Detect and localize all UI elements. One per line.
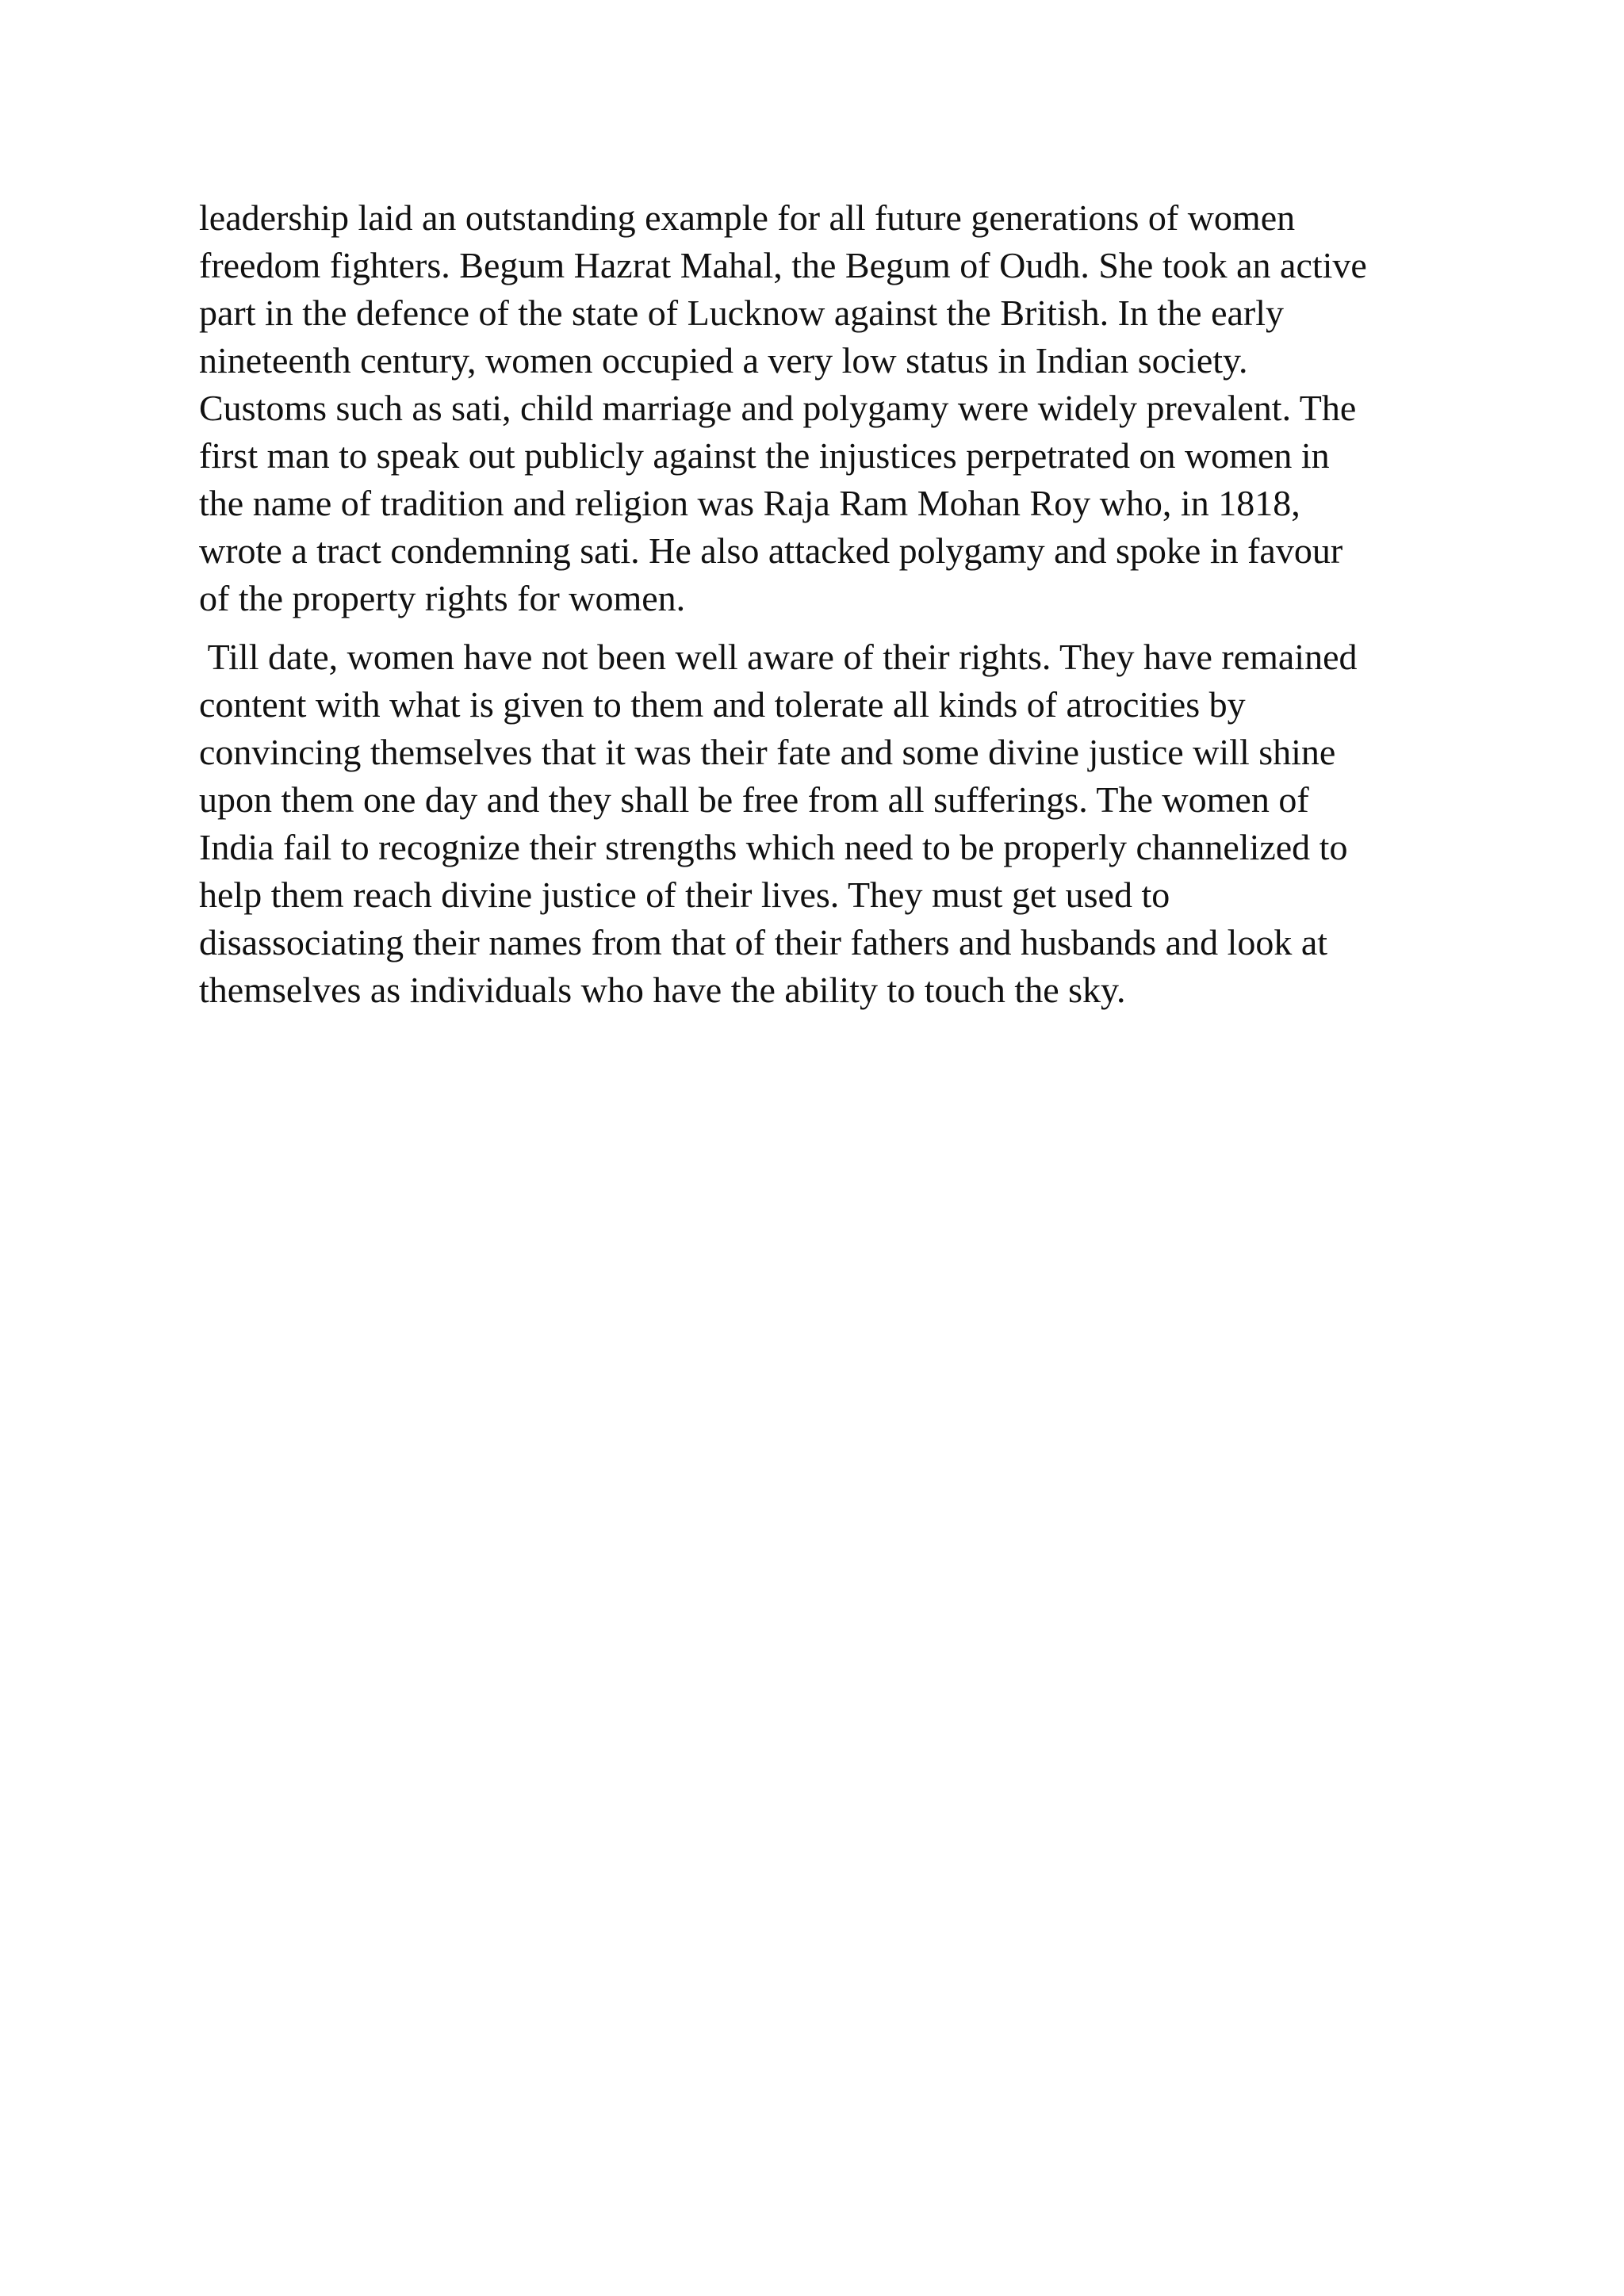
paragraph-line: disassociating their names from that of their fathers and husbands and look at <box>199 922 1328 962</box>
paragraph-line: part in the defence of the state of Lucknow against the British. In the early <box>199 293 1285 333</box>
paragraph-line: Customs such as sati, child marriage and polygamy were widely prevalent. The <box>199 388 1357 428</box>
paragraph-line: themselves as individuals who have the ability to touch the sky. <box>199 970 1126 1010</box>
paragraph-line: convincing themselves that it was their fate and some divine justice will shine <box>199 732 1336 772</box>
paragraph-line: wrote a tract condemning sati. He also attacked polygamy and spoke in favour <box>199 530 1343 571</box>
paragraph-line: leadership laid an outstanding example for all future generations of women <box>199 197 1296 238</box>
paragraph-line: the name of tradition and religion was Raja Ram Mohan Roy who, in 1818, <box>199 483 1300 523</box>
paragraph-line: content with what is given to them and tolerate all kinds of atrocities by <box>199 684 1246 725</box>
body-text <box>199 194 1436 1025</box>
paragraph-line: freedom fighters. Begum Hazrat Mahal, the Begum of Oudh. She took an active <box>199 245 1367 285</box>
paragraph-line: help them reach divine justice of their lives. They must get used to <box>199 874 1170 915</box>
paragraph-1 <box>199 194 1436 622</box>
paragraph-line: of the property rights for women. <box>199 578 686 618</box>
paragraph-line: upon them one day and they shall be free from all sufferings. The women of <box>199 779 1309 820</box>
paragraph-line: India fail to recognize their strengths which need to be properly channelized to <box>199 827 1348 867</box>
paragraph-line: first man to speak out publicly against the injustices perpetrated on women in <box>199 435 1330 476</box>
paragraph-line: nineteenth century, women occupied a very low status in Indian society. <box>199 340 1248 381</box>
paragraph-line: Till date, women have not been well aware of their rights. They have remained <box>199 637 1358 677</box>
paragraph-2 <box>199 633 1436 1014</box>
